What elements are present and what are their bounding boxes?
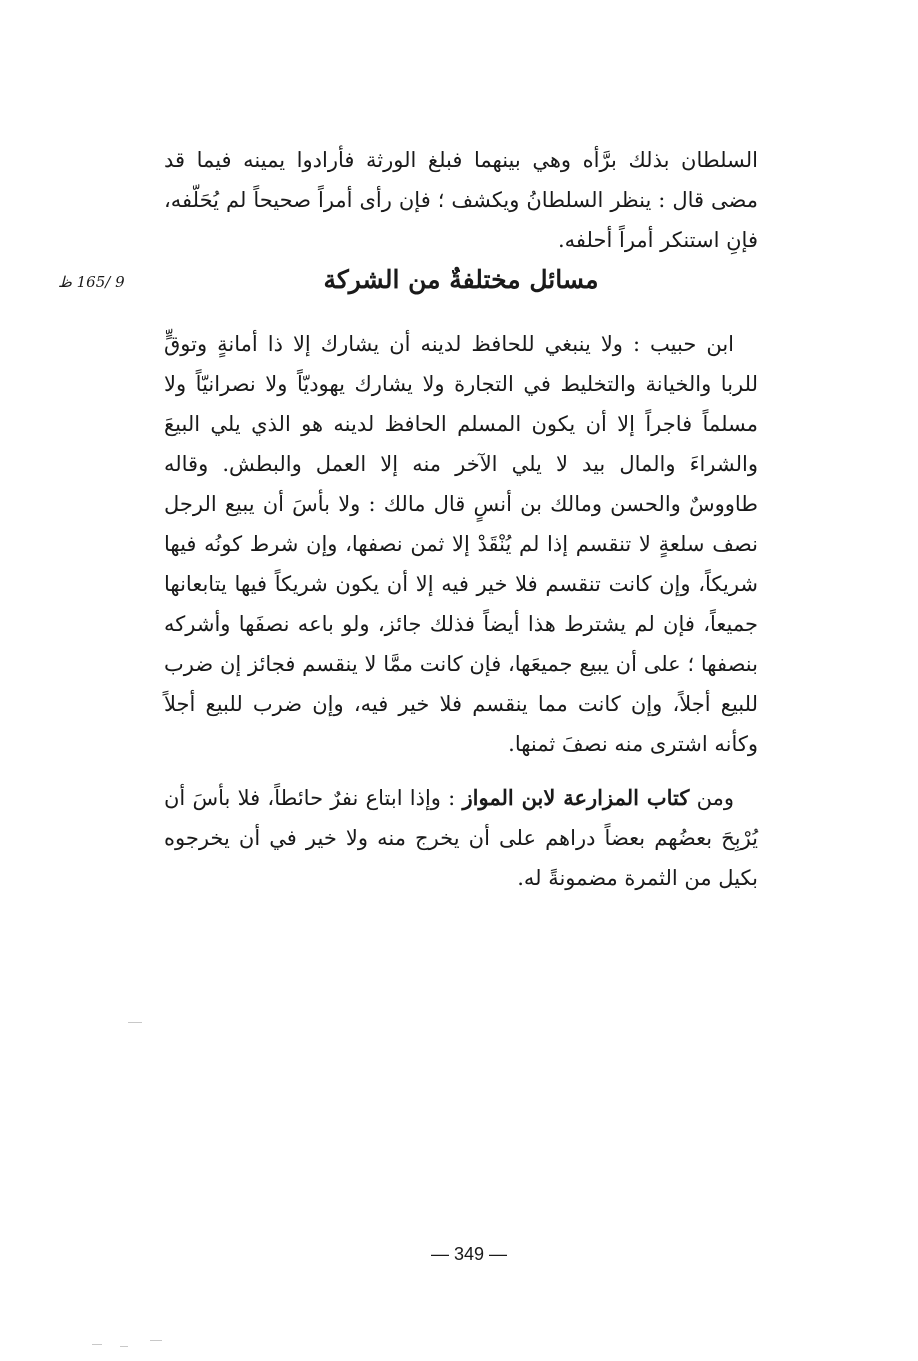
- section-heading: مسائل مختلفةٌ من الشركة: [323, 265, 599, 294]
- book-title: كتاب المزارعة لابن المواز: [462, 785, 690, 810]
- paragraph-intro: السلطان بذلك برَّأه وهي بينهما فبلغ الورثة فأرادوا يمينه فيما قد مضى قال : ينظر السلطانُ ويكشف ؛ فإن رأى أمراً صحيحاً لم يُحَلّفه، فإنِ استنكر أمراً أحلفه.: [164, 148, 758, 252]
- scan-speck: [150, 1340, 162, 1341]
- scan-speck: [120, 1346, 128, 1347]
- page-number: — 349 —: [430, 1244, 508, 1264]
- scan-speck: [128, 1022, 142, 1023]
- margin-reference: 9 /165 ظ: [58, 273, 125, 291]
- paragraph-ibn-habib: ابن حبيب : ولا ينبغي للحافظ لدينه أن يشارك إلا ذا أمانةٍ وتوقٍّ للربا والخيانة والتخليط في التجارة ولا يشارك يهوديّاً ولا نصرانيّاً ولا مسلماً فاجراً إلا أن يكون المسلم الحافظ لدينه هو الذي يلي البيعَ والشراءَ والمال بيد لا يلي الآخر منه إلا العمل والبطش. وقاله طاووسٌ والحسن ومالك بن أنسٍ قال مالك : ولا بأسَ أن يبيع الرجل نصف سلعةٍ لا تنقسم إذا لم يُنْقَدْ إلا ثمن نصفها، وإن شرط كونُه فيها شريكاً، وإن كانت تنقسم فلا خير فيه إلا أن يكون شريكاً فيها يتابعانها جميعاً، فإن لم يشترط هذا أيضاً فذلك جائز، ولو باعه نصفَها وأشركه بنصفها ؛ على أن يبيع جميعَها، فإن كانت ممَّا لا ينقسم فجائز إن ضرب للبيع أجلاً، وإن كانت مما ينقسم فلا خير فيه، وإن ضرب للبيع أجلاً وكأنه اشترى منه نصفَ ثمنها.: [164, 332, 758, 756]
- paragraph-ibn-mawaz-lead: ومن: [689, 786, 734, 810]
- paragraph-ibn-mawaz-text: : وإذا ابتاع نفرٌ حائطاً، فلا بأسَ أن يُرْبِحَ بعضُهم بعضاً دراهم على أن يخرج منه ولا خير في أن يخرجوه بكيل من الثمرة مضمونةً له.: [164, 786, 758, 890]
- paragraph-ibn-mawaz: [164, 778, 758, 898]
- scan-speck: [92, 1344, 102, 1345]
